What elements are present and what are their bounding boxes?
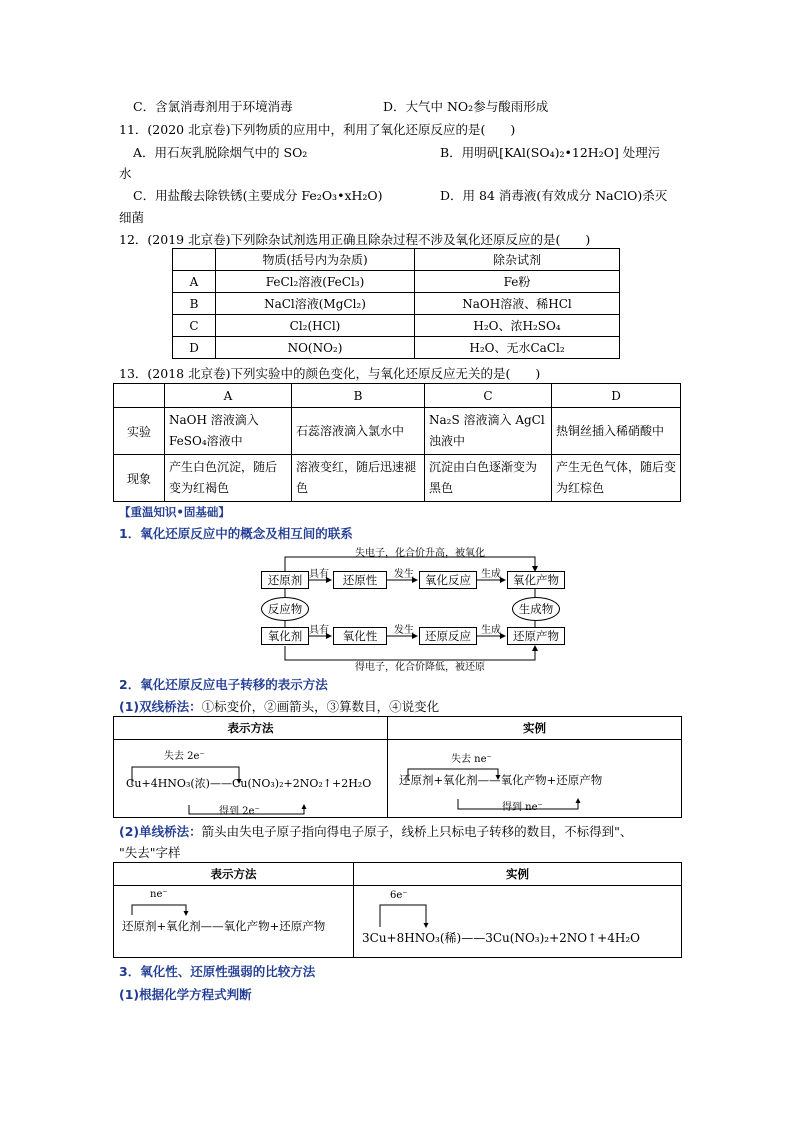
q12-header-1: 物质(括号内为杂质) <box>216 249 415 271</box>
q13-experiment-c: Na₂S 溶液滴入 AgCl 浊液中 <box>425 408 552 455</box>
double-col-example: 实例 <box>523 721 546 735</box>
dbl-method-bottom: 得到 2e⁻ <box>219 806 260 817</box>
q13-experiment-d: 热铜丝插入稀硝酸中 <box>552 408 681 455</box>
oval-reactants: 反应物 <box>261 597 309 621</box>
q13-header-c: C <box>425 384 552 408</box>
q13-header-b: B <box>292 384 425 408</box>
q11-stem: 11．(2020 北京卷)下列物质的应用中，利用了氧化还原反应的是( ) <box>119 122 516 137</box>
dbl-method-top: 失去 2e⁻ <box>164 751 205 762</box>
q12-row-d-substance: NO(NO₂) <box>216 337 415 359</box>
q11-option-d: D．用 84 消毒液(有效成分 NaClO)杀灭 <box>440 188 668 203</box>
arrow-label-undergo-bottom: 发生 <box>394 625 414 636</box>
single-col-method: 表示方法 <box>210 867 257 881</box>
s1-title: 1．氧化还原反应中的概念及相互间的联系 <box>119 526 353 541</box>
q13-row1-label: 实验 <box>114 408 165 455</box>
double-bridge-text: ①标变价，②画箭头，③算数目，④说变化 <box>201 699 440 714</box>
q12-row-d-reagent: H₂O、无水CaCl₂ <box>415 337 620 359</box>
box-oxidation-product: 氧化产物 <box>507 571 565 589</box>
box-reducibility: 还原性 <box>333 571 387 589</box>
q12-header-0 <box>173 249 216 271</box>
diagram-top-label: 失电子，化合价升高，被氧化 <box>355 548 485 559</box>
q13-experiment-a: NaOH 溶液滴入 FeSO₄溶液中 <box>165 408 292 455</box>
q12-row-b-substance: NaCl溶液(MgCl₂) <box>216 293 415 315</box>
single-bridge-table <box>113 862 682 958</box>
q12-row-d-label: D <box>173 337 216 359</box>
box-reduction-product: 还原产物 <box>507 627 565 645</box>
q12-stem: 12．(2019 北京卷)下列除杂试剂选用正确且除杂过程不涉及氧化还原反应的是( ) <box>119 232 591 247</box>
arrow-label-has-bottom: 具有 <box>309 625 329 636</box>
q11-option-d-cont: 细菌 <box>119 210 145 225</box>
q12-row-c-label: C <box>173 315 216 337</box>
q13-phenomenon-b: 溶液变红，随后迅速褪色 <box>292 455 425 502</box>
q12-row-c-substance: Cl₂(HCl) <box>216 315 415 337</box>
box-reduction-reaction: 还原反应 <box>419 627 477 645</box>
dbl-example-top: 失去 ne⁻ <box>451 754 492 765</box>
q13-phenomenon-d: 产生无色气体，随后变为红棕色 <box>552 455 681 502</box>
dbl-example-equation: 还原剂+氧化剂——氧化产物+还原产物 <box>399 773 603 787</box>
q11-option-b: B．用明矾[KAl(SO₄)₂•12H₂O] 处理污 <box>440 145 661 160</box>
q13-stem: 13．(2018 北京卷)下列实验中的颜色变化，与氧化还原反应无关的是( ) <box>119 366 541 381</box>
dbl-method-equation: Cu+4HNO₃(浓)——Cu(NO₃)₂+2NO₂↑+2H₂O <box>126 777 372 790</box>
q13-phenomenon-a: 产生白色沉淀，随后变为红褐色 <box>165 455 292 502</box>
box-oxidation-reaction: 氧化反应 <box>419 571 477 589</box>
q12-row-b-label: B <box>173 293 216 315</box>
q10-option-d: D．大气中 NO₂参与酸雨形成 <box>383 99 549 114</box>
single-bridge-text-cont: "失去"字样 <box>119 845 181 860</box>
q13-header-a: A <box>165 384 292 408</box>
s3-sub1: (1)根据化学方程式判断 <box>119 987 252 1002</box>
s2-title: 2．氧化还原反应电子转移的表示方法 <box>119 677 328 692</box>
q12-row-c-reagent: H₂O、浓H₂SO₄ <box>415 315 620 337</box>
box-oxidizability: 氧化性 <box>333 627 387 645</box>
single-bridge-line <box>119 822 632 840</box>
diagram-bottom-label: 得电子，化合价降低，被还原 <box>355 662 485 673</box>
q10-option-c: C．含氯消毒剂用于环境消毒 <box>133 99 293 114</box>
q11-option-b-cont: 水 <box>119 166 132 181</box>
q11-option-c: C．用盐酸去除铁锈(主要成分 Fe₂O₃•xH₂O) <box>133 188 383 203</box>
q12-table <box>172 248 620 359</box>
box-reducing-agent: 还原剂 <box>261 571 309 589</box>
arrow-label-produce-bottom: 生成 <box>481 625 501 636</box>
q13-row2-label: 现象 <box>114 455 165 502</box>
dbl-example-bottom: 得到 ne⁻ <box>502 802 543 813</box>
arrow-label-has-top: 具有 <box>309 569 329 580</box>
single-col-example: 实例 <box>506 867 529 881</box>
q13-phenomenon-c: 沉淀由白色逐渐变为黑色 <box>425 455 552 502</box>
double-bridge-table <box>113 716 682 818</box>
arrow-label-produce-top: 生成 <box>481 569 501 580</box>
arrow-label-undergo-top: 发生 <box>394 569 414 580</box>
q12-header-2: 除杂试剂 <box>415 249 620 271</box>
single-bridge-title: (2)单线桥法： <box>119 824 202 839</box>
q13-experiment-b: 石蕊溶液滴入氯水中 <box>292 408 425 455</box>
section-title: 【重温知识•固基础】 <box>119 505 230 519</box>
q12-row-b-reagent: NaOH溶液、稀HCl <box>415 293 620 315</box>
double-col-method: 表示方法 <box>227 721 274 735</box>
sgl-method-top: ne⁻ <box>150 889 168 900</box>
single-bridge-text: 箭头由失电子原子指向得电子原子，线桥上只标电子转移的数目，不标得到"、 <box>201 824 633 839</box>
box-oxidizing-agent: 氧化剂 <box>261 627 309 645</box>
q11-option-a: A．用石灰乳脱除烟气中的 SO₂ <box>133 145 308 160</box>
q13-table <box>113 383 681 502</box>
q12-row-a-label: A <box>173 271 216 293</box>
double-bridge-title: (1)双线桥法： <box>119 699 202 714</box>
sgl-method-equation: 还原剂+氧化剂——氧化产物+还原产物 <box>122 919 326 933</box>
sgl-example-top: 6e⁻ <box>390 890 408 901</box>
q12-row-a-reagent: Fe粉 <box>415 271 620 293</box>
q13-header-d: D <box>552 384 681 408</box>
oval-products: 生成物 <box>512 597 560 621</box>
s3-title: 3．氧化性、还原性强弱的比较方法 <box>119 964 316 979</box>
sgl-example-equation: 3Cu+8HNO₃(稀)——3Cu(NO₃)₂+2NO↑+4H₂O <box>362 931 640 945</box>
double-bridge-line <box>119 697 439 715</box>
q12-row-a-substance: FeCl₂溶液(FeCl₃) <box>216 271 415 293</box>
q13-header-0 <box>114 384 165 408</box>
